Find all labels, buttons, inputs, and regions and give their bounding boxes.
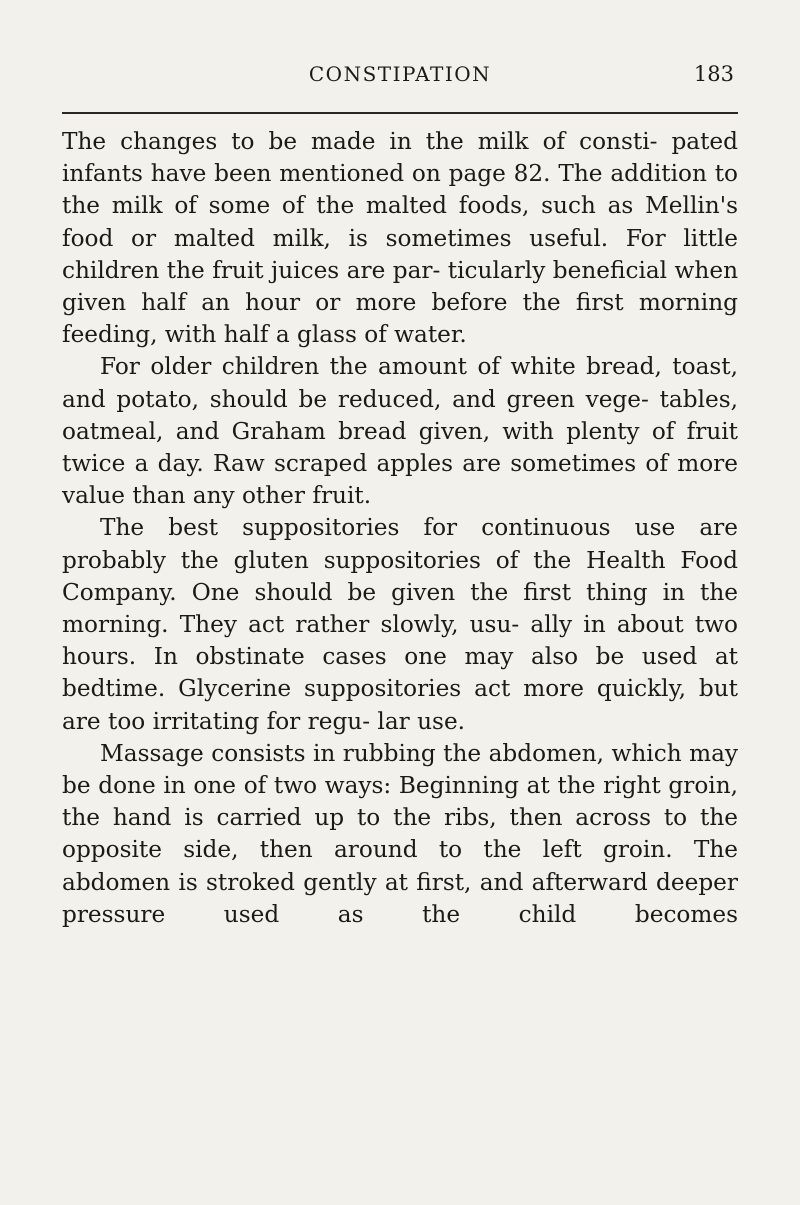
paragraph-massage: Massage consists in rubbing the abdomen, which may be done in one of two ways: Beginning at the right groin, the hand is carried up to the ribs, then across to the opposite side, then around to the left groin. The abdomen is stroked gently at first, and afterward deeper pressure used as the child becomes bbox=[62, 739, 738, 928]
running-title: CONSTIPATION bbox=[308, 62, 492, 86]
paragraph-older-children: For older children the amount of white bread, toast, and potato, should be reduced, and green vege- tables, oatmeal, and Graham bread given, with plenty of fruit twice a day. Raw scraped apples are sometimes of more value than any other fruit. bbox=[62, 353, 738, 510]
paragraph-milk-changes: The changes to be made in the milk of consti- pated infants have been mentioned on page 82. The addition to the milk of some of the malted foods, such as Mellin's food or malted milk, is sometimes useful. For little children the fruit juices are par- ticularly beneficial when given half an hour or more before the first morning feeding, with half a glass of water. bbox=[62, 128, 738, 349]
running-header bbox=[62, 62, 738, 90]
page-number: 183 bbox=[693, 62, 734, 86]
page-content bbox=[62, 0, 738, 1205]
paragraph-suppositories: The best suppositories for continuous use are probably the gluten suppositories of the Health Food Company. One should be given the first thing in the morning. They act rather slowly, usu- ally in about two hours. In obstinate cases one may also be used at bedtime. Glycerine suppositories act more quickly, but are too irritating for regu- lar use. bbox=[62, 514, 738, 735]
header-rule bbox=[62, 112, 738, 114]
body-text bbox=[62, 126, 738, 931]
